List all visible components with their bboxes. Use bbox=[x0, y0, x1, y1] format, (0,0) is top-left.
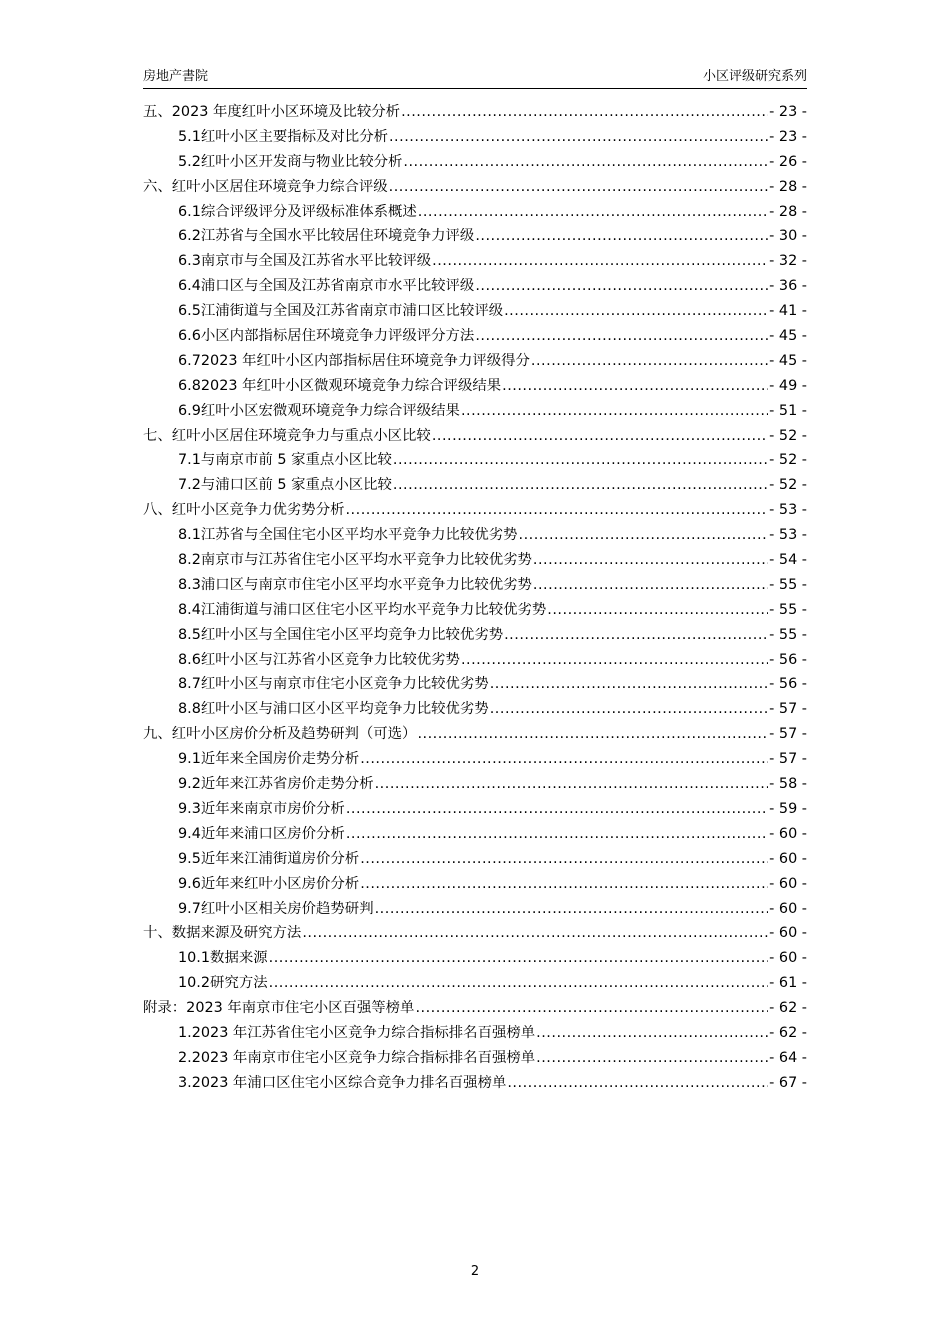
toc-dot-leader bbox=[502, 374, 768, 399]
toc-section-entry[interactable] bbox=[143, 1021, 807, 1046]
toc-entry-page: - 45 - bbox=[769, 328, 807, 345]
toc-dot-leader bbox=[507, 1071, 768, 1096]
toc-chapter-entry[interactable] bbox=[143, 996, 807, 1021]
toc-section-entry[interactable] bbox=[143, 697, 807, 722]
toc-section-entry[interactable] bbox=[143, 648, 807, 673]
toc-entry-page: - 56 - bbox=[769, 651, 807, 668]
toc-section-entry[interactable] bbox=[143, 822, 807, 847]
toc-entry-page: - 26 - bbox=[769, 153, 807, 170]
toc-dot-leader bbox=[269, 946, 769, 971]
toc-entry-number: 1. bbox=[178, 1024, 192, 1041]
toc-entry-number: 6.3 bbox=[178, 253, 201, 270]
toc-entry-title: 近年来南京市房价分析 bbox=[200, 800, 345, 817]
toc-entry-title: 2023 年红叶小区内部指标居住环境竞争力评级得分 bbox=[200, 352, 530, 369]
toc-entry-number: 6.6 bbox=[178, 328, 201, 345]
toc-dot-leader bbox=[389, 125, 768, 150]
toc-section-entry[interactable] bbox=[143, 872, 807, 897]
toc-dot-leader bbox=[475, 274, 768, 299]
toc-chapter-entry[interactable] bbox=[143, 424, 807, 449]
toc-entry-title: 五、2023 年度红叶小区环境及比较分析 bbox=[143, 104, 401, 120]
toc-entry-page: - 57 - bbox=[769, 726, 807, 743]
toc-entry-page: - 41 - bbox=[769, 303, 807, 320]
toc-entry-title: 江浦街道与全国及江苏省南京市浦口区比较评级 bbox=[200, 303, 504, 320]
toc-entry-number: 9.6 bbox=[178, 875, 201, 892]
toc-entry-number: 6.7 bbox=[178, 352, 201, 369]
toc-section-entry[interactable] bbox=[143, 672, 807, 697]
toc-entry-title: 红叶小区开发商与物业比较分析 bbox=[200, 153, 403, 170]
toc-entry-title: 近年来江苏省房价走势分析 bbox=[200, 776, 374, 793]
toc-section-entry[interactable] bbox=[143, 324, 807, 349]
toc-entry-page: - 52 - bbox=[769, 427, 807, 444]
toc-entry-title: 江苏省与全国住宅小区平均水平竞争力比较优劣势 bbox=[200, 527, 518, 544]
toc-entry-number: 6.4 bbox=[178, 278, 201, 295]
toc-entry-number: 6.5 bbox=[178, 303, 201, 320]
toc-entry-number: 9.1 bbox=[178, 751, 201, 768]
toc-entry-title: 研究方法 bbox=[210, 975, 268, 992]
toc-dot-leader bbox=[533, 573, 768, 598]
toc-entry-page: - 59 - bbox=[769, 800, 807, 817]
toc-entry-page: - 53 - bbox=[769, 502, 807, 519]
toc-entry-number: 10.2 bbox=[178, 975, 211, 992]
toc-entry-title: 浦口区与南京市住宅小区平均水平竞争力比较优劣势 bbox=[200, 576, 532, 593]
toc-entry-page: - 60 - bbox=[769, 925, 807, 942]
toc-dot-leader bbox=[302, 921, 768, 946]
toc-entry-page: - 57 - bbox=[769, 701, 807, 718]
toc-entry-number: 8.3 bbox=[178, 576, 201, 593]
toc-entry-number: 9.5 bbox=[178, 850, 201, 867]
toc-dot-leader bbox=[519, 523, 769, 548]
toc-entry-page: - 61 - bbox=[769, 975, 807, 992]
toc-entry-page: - 60 - bbox=[769, 950, 807, 967]
toc-entry-number: 10.1 bbox=[178, 950, 211, 967]
toc-entry-title: 综合评级评分及评级标准体系概述 bbox=[200, 203, 417, 220]
toc-entry-title: 近年来浦口区房价分析 bbox=[200, 825, 345, 842]
toc-entry-title: 八、红叶小区竞争力优劣势分析 bbox=[143, 502, 345, 519]
toc-entry-title: 2023 年南京市住宅小区竞争力综合指标排名百强榜单 bbox=[191, 1049, 536, 1066]
toc-dot-leader bbox=[393, 448, 768, 473]
toc-entry-title: 江苏省与全国水平比较居住环境竞争力评级 bbox=[200, 228, 475, 245]
toc-entry-page: - 54 - bbox=[769, 552, 807, 569]
toc-entry-title: 附录：2023 年南京市住宅小区百强等榜单 bbox=[143, 1000, 415, 1017]
toc-dot-leader bbox=[490, 697, 768, 722]
toc-entry-page: - 57 - bbox=[769, 751, 807, 768]
page-header bbox=[143, 66, 807, 89]
toc-section-entry[interactable] bbox=[143, 548, 807, 573]
toc-entry-number: 6.8 bbox=[178, 377, 201, 394]
toc-entry-page: - 53 - bbox=[769, 527, 807, 544]
toc-dot-leader bbox=[504, 623, 768, 648]
toc-dot-leader bbox=[375, 772, 769, 797]
toc-dot-leader bbox=[536, 1021, 768, 1046]
toc-section-entry[interactable] bbox=[143, 473, 807, 498]
toc-dot-leader bbox=[490, 672, 768, 697]
toc-entry-page: - 30 - bbox=[769, 228, 807, 245]
toc-entry-page: - 60 - bbox=[769, 850, 807, 867]
toc-entry-title: 小区内部指标居住环境竞争力评级评分方法 bbox=[200, 328, 475, 345]
toc-chapter-entry[interactable] bbox=[143, 722, 807, 747]
toc-dot-leader bbox=[418, 200, 768, 225]
toc-entry-page: - 60 - bbox=[769, 875, 807, 892]
toc-entry-title: 红叶小区与江苏省小区竞争力比较优劣势 bbox=[200, 651, 460, 668]
toc-entry-title: 红叶小区与浦口区小区平均竞争力比较优劣势 bbox=[200, 701, 489, 718]
page-number: 2 bbox=[470, 1264, 480, 1279]
toc-dot-leader bbox=[360, 847, 768, 872]
toc-entry-page: - 32 - bbox=[769, 253, 807, 270]
toc-entry-page: - 60 - bbox=[769, 900, 807, 917]
toc-section-entry[interactable] bbox=[143, 448, 807, 473]
toc-dot-leader bbox=[461, 399, 768, 424]
toc-entry-number: 9.2 bbox=[178, 776, 201, 793]
toc-entry-page: - 52 - bbox=[769, 452, 807, 469]
toc-entry-title: 六、红叶小区居住环境竞争力综合评级 bbox=[143, 178, 388, 195]
toc-section-entry[interactable] bbox=[143, 897, 807, 922]
toc-dot-leader bbox=[531, 349, 768, 374]
toc-entry-number: 8.7 bbox=[178, 676, 201, 693]
toc-section-entry[interactable] bbox=[143, 1071, 807, 1096]
header-publisher: 房地产書院 bbox=[143, 69, 209, 84]
toc-entry-title: 近年来江浦街道房价分析 bbox=[200, 850, 360, 867]
toc-dot-leader bbox=[415, 996, 768, 1021]
toc-entry-title: 与南京市前 5 家重点小区比较 bbox=[200, 452, 392, 469]
toc-entry-title: 七、红叶小区居住环境竞争力与重点小区比较 bbox=[143, 427, 431, 444]
toc-section-entry[interactable] bbox=[143, 299, 807, 324]
toc-entry-title: 红叶小区主要指标及对比分析 bbox=[200, 128, 388, 145]
toc-dot-leader bbox=[346, 797, 768, 822]
toc-entry-title: 红叶小区宏微观环境竞争力综合评级结果 bbox=[200, 402, 460, 419]
toc-entry-page: - 51 - bbox=[769, 402, 807, 419]
toc-chapter-entry[interactable] bbox=[143, 175, 807, 200]
toc-entry-title: 2023 年浦口区住宅小区综合竞争力排名百强榜单 bbox=[191, 1074, 507, 1091]
toc-section-entry[interactable] bbox=[143, 1046, 807, 1071]
toc-dot-leader bbox=[346, 822, 768, 847]
toc-entry-title: 红叶小区与南京市住宅小区竞争力比较优劣势 bbox=[200, 676, 489, 693]
toc-entry-number: 7.1 bbox=[178, 452, 201, 469]
toc-section-entry[interactable] bbox=[143, 598, 807, 623]
toc-entry-number: 8.8 bbox=[178, 701, 201, 718]
toc-entry-number: 2. bbox=[178, 1049, 192, 1066]
toc-section-entry[interactable] bbox=[143, 623, 807, 648]
toc-entry-page: - 28 - bbox=[769, 178, 807, 195]
toc-section-entry[interactable] bbox=[143, 399, 807, 424]
toc-entry-title: 红叶小区相关房价趋势研判 bbox=[200, 900, 374, 917]
toc-entry-page: - 45 - bbox=[769, 352, 807, 369]
toc-section-entry[interactable] bbox=[143, 971, 807, 996]
toc-dot-leader bbox=[475, 324, 768, 349]
toc-entry-number: 9.3 bbox=[178, 800, 201, 817]
toc-entry-page: - 49 - bbox=[769, 377, 807, 394]
toc-dot-leader bbox=[345, 498, 768, 523]
toc-entry-number: 6.9 bbox=[178, 402, 201, 419]
toc-entry-number: 5.1 bbox=[178, 128, 201, 145]
toc-dot-leader bbox=[389, 175, 768, 200]
toc-dot-leader bbox=[360, 872, 768, 897]
toc-entry-title: 南京市与全国及江苏省水平比较评级 bbox=[200, 253, 432, 270]
toc-dot-leader bbox=[393, 473, 768, 498]
toc-entry-number: 6.2 bbox=[178, 228, 201, 245]
toc-entry-title: 南京市与江苏省住宅小区平均水平竞争力比较优劣势 bbox=[200, 552, 532, 569]
toc-section-entry[interactable] bbox=[143, 200, 807, 225]
toc-section-entry[interactable] bbox=[143, 224, 807, 249]
toc-entry-number: 6.1 bbox=[178, 203, 201, 220]
table-of-contents bbox=[143, 100, 807, 1096]
toc-entry-title: 浦口区与全国及江苏省南京市水平比较评级 bbox=[200, 278, 475, 295]
toc-section-entry[interactable] bbox=[143, 150, 807, 175]
toc-dot-leader bbox=[432, 249, 768, 274]
toc-entry-number: 5.2 bbox=[178, 153, 201, 170]
toc-section-entry[interactable] bbox=[143, 374, 807, 399]
toc-section-entry[interactable] bbox=[143, 573, 807, 598]
toc-entry-page: - 56 - bbox=[769, 676, 807, 693]
toc-dot-leader bbox=[547, 598, 768, 623]
toc-entry-page: - 36 - bbox=[769, 278, 807, 295]
toc-entry-page: - 64 - bbox=[769, 1049, 807, 1066]
toc-entry-title: 与浦口区前 5 家重点小区比较 bbox=[200, 477, 392, 494]
toc-dot-leader bbox=[504, 299, 768, 324]
header-series-title: 小区评级研究系列 bbox=[702, 69, 807, 84]
toc-entry-title: 江浦街道与浦口区住宅小区平均水平竞争力比较优劣势 bbox=[200, 601, 547, 618]
toc-dot-leader bbox=[417, 722, 768, 747]
toc-section-entry[interactable] bbox=[143, 946, 807, 971]
toc-entry-page: - 55 - bbox=[769, 576, 807, 593]
toc-dot-leader bbox=[403, 150, 768, 175]
toc-entry-number: 8.1 bbox=[178, 527, 201, 544]
toc-entry-page: - 55 - bbox=[769, 601, 807, 618]
toc-dot-leader bbox=[461, 648, 768, 673]
toc-dot-leader bbox=[536, 1046, 768, 1071]
toc-entry-page: - 58 - bbox=[769, 776, 807, 793]
toc-entry-page: - 23 - bbox=[769, 104, 807, 120]
toc-entry-page: - 23 - bbox=[769, 128, 807, 145]
toc-section-entry[interactable] bbox=[143, 847, 807, 872]
toc-entry-title: 近年来全国房价走势分析 bbox=[200, 751, 360, 768]
toc-entry-number: 8.6 bbox=[178, 651, 201, 668]
toc-entry-title: 近年来红叶小区房价分析 bbox=[200, 875, 360, 892]
toc-entry-number: 7.2 bbox=[178, 477, 201, 494]
toc-entry-number: 8.2 bbox=[178, 552, 201, 569]
toc-section-entry[interactable] bbox=[143, 274, 807, 299]
toc-dot-leader bbox=[375, 897, 769, 922]
toc-chapter-entry[interactable] bbox=[143, 921, 807, 946]
toc-chapter-entry[interactable] bbox=[143, 100, 807, 125]
toc-entry-title: 2023 年红叶小区微观环境竞争力综合评级结果 bbox=[200, 377, 502, 394]
toc-section-entry[interactable] bbox=[143, 772, 807, 797]
toc-entry-page: - 62 - bbox=[769, 1024, 807, 1041]
toc-section-entry[interactable] bbox=[143, 523, 807, 548]
toc-dot-leader bbox=[432, 424, 768, 449]
toc-dot-leader bbox=[533, 548, 768, 573]
toc-dot-leader bbox=[401, 100, 768, 125]
toc-entry-title: 数据来源 bbox=[210, 950, 268, 967]
toc-dot-leader bbox=[269, 971, 769, 996]
toc-section-entry[interactable] bbox=[143, 249, 807, 274]
toc-dot-leader bbox=[475, 224, 768, 249]
toc-entry-number: 9.4 bbox=[178, 825, 201, 842]
toc-section-entry[interactable] bbox=[143, 125, 807, 150]
toc-entry-title: 2023 年江苏省住宅小区竞争力综合指标排名百强榜单 bbox=[191, 1024, 536, 1041]
toc-dot-leader bbox=[360, 747, 768, 772]
toc-entry-number: 3. bbox=[178, 1074, 192, 1091]
toc-entry-page: - 62 - bbox=[769, 1000, 807, 1017]
toc-section-entry[interactable] bbox=[143, 747, 807, 772]
toc-section-entry[interactable] bbox=[143, 349, 807, 374]
toc-entry-title: 十、数据来源及研究方法 bbox=[143, 925, 302, 942]
toc-entry-number: 8.4 bbox=[178, 601, 201, 618]
toc-entry-page: - 67 - bbox=[769, 1074, 807, 1091]
toc-section-entry[interactable] bbox=[143, 797, 807, 822]
toc-entry-page: - 52 - bbox=[769, 477, 807, 494]
toc-entry-page: - 55 - bbox=[769, 626, 807, 643]
toc-entry-title: 红叶小区与全国住宅小区平均竞争力比较优劣势 bbox=[200, 626, 504, 643]
toc-entry-page: - 60 - bbox=[769, 825, 807, 842]
toc-chapter-entry[interactable] bbox=[143, 498, 807, 523]
toc-entry-number: 9.7 bbox=[178, 900, 201, 917]
toc-entry-number: 8.5 bbox=[178, 626, 201, 643]
toc-entry-title: 九、红叶小区房价分析及趋势研判（可选） bbox=[143, 726, 417, 743]
toc-entry-page: - 28 - bbox=[769, 203, 807, 220]
